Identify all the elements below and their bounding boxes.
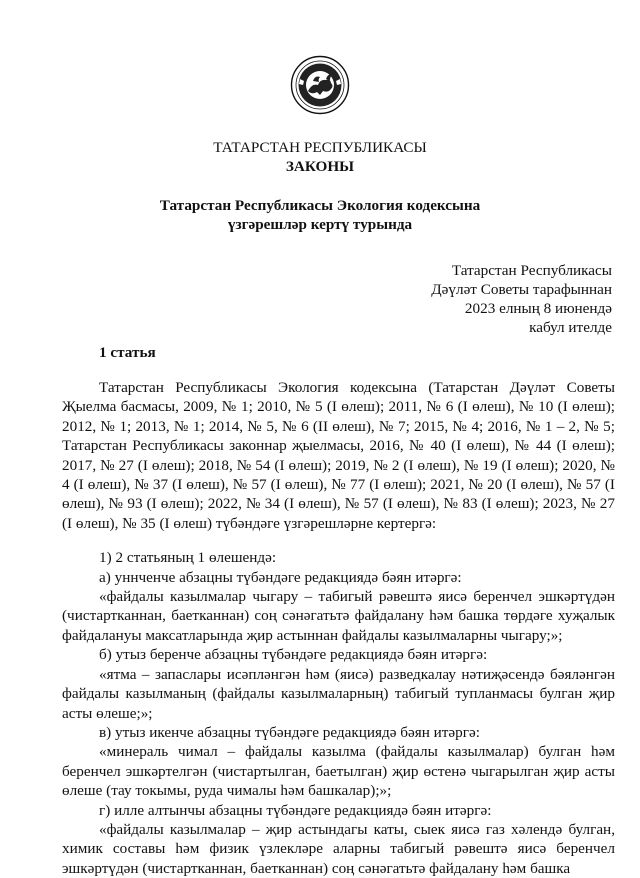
tatarstan-coat-of-arms-icon [290,55,350,115]
paragraph: а) уннченче абзацны түбәндәге редакциядә бәян итәргә: [99,568,462,586]
article-intro: Татарстан Республикасы Экология кодексына (Татарстан Дәүләт Советы Җыелма басмасы, 2009, № 1; 2010, № 5 (I өлеш); 2011, № 6 (I өлеш), № 10 (I өлеш); 2012, № 1; 2013, № 1; 2014, № 5, № 6 (II өлеш), № 7; 2015, № 4; 2016, № 1 – 2, № 5; Татарстан Республикасы законнар җыелмасы, 2016, № 40 (I өлеш), № 44 (I өлеш); 2017, № 27 (I өлеш); 2018, № 54 (I өлеш); 2019, № 2 (I өлеш), № 19 (I өлеш); 2020, № 4 (I өлеш), № 37 (I өлеш), № 57 (I өлеш), № 77 (I өлеш); 2021, № 20 (I өлеш), № 57 (I өлеш), № 93 (I өлеш); 2022, № 34 (I өлеш), № 57 (I өлеш), № 83 (I өлеш); 2023, № 27 (I өлеш), № 35 (I өлеш) түбәндәге үзгәрешләрне кертергә: [62,379,615,532]
adoption-line-4: кабул ителде [529,319,612,336]
paragraph: «ятма – запаслары исәпләнгән һәм (яисә) разведкалау нәтиҗәсендә бәяләнгән файдалы казылманың (файдалы казылмаларның) табигый тупланмасы булган җир асты өлеше;»; [62,665,615,722]
paragraph: 1) 2 статьяның 1 өлешендә: [99,549,277,567]
paragraph: «файдалы казылмалар чыгару – табигый рәвештә яисә беренчел эшкәртүдән (чистартканнан, баетканнан) соң сәнәгатьтә файдалану һәм башка төрдәге хуҗалык файдалануы максатларында җир астыннан файдалы казылмаларны чыгару;»; [62,588,615,644]
paragraph: г) илле алтынчы абзацны түбәндәге редакциядә бәян итәргә: [99,801,492,819]
republic-title: ТАТАРСТАН РЕСПУБЛИКАСЫ [213,139,427,156]
paragraph: «файдалы казылмалар – җир астындагы каты, сыек яисә газ хәлендә булган, химик составы һәм физик үзлекләре аларны табигый рәвештә яисә беренчел эшкәртүдән (чистартканнан, баетканнан) соң сәнәгатьтә файдалану һәм башка [62,820,615,877]
adoption-line-2: Дәүләт Советы тарафыннан [431,281,612,298]
adoption-line-3: 2023 елның 8 июнендә [464,300,612,317]
law-subject [0,196,640,234]
adoption-line-1: Татарстан Республикасы [451,262,612,279]
law-title: ЗАКОНЫ [285,158,355,175]
article-body [62,378,615,878]
article-title: 1 статья [99,344,156,361]
law-subject-line-1: Татарстан Республикасы Экология кодексына [159,197,481,214]
paragraph: «минераль чимал – файдалы казылма (файдалы казылмалар) булган һәм беренчел эшкәртелгән (чистартылган, баетылган) җир өстенә чыгарылган җир асты өлеше (тау токымы, руда чималы һәм башкалар);»; [62,743,615,800]
paragraph: в) утыз икенче абзацны түбәндәге редакциядә бәян итәргә: [99,723,480,741]
paragraph: б) утыз беренче абзацны түбәндәге редакциядә бәян итәргә: [99,646,488,664]
adoption-block [431,261,612,337]
law-subject-line-2: үзгәрешләр кертү турында [227,216,413,233]
